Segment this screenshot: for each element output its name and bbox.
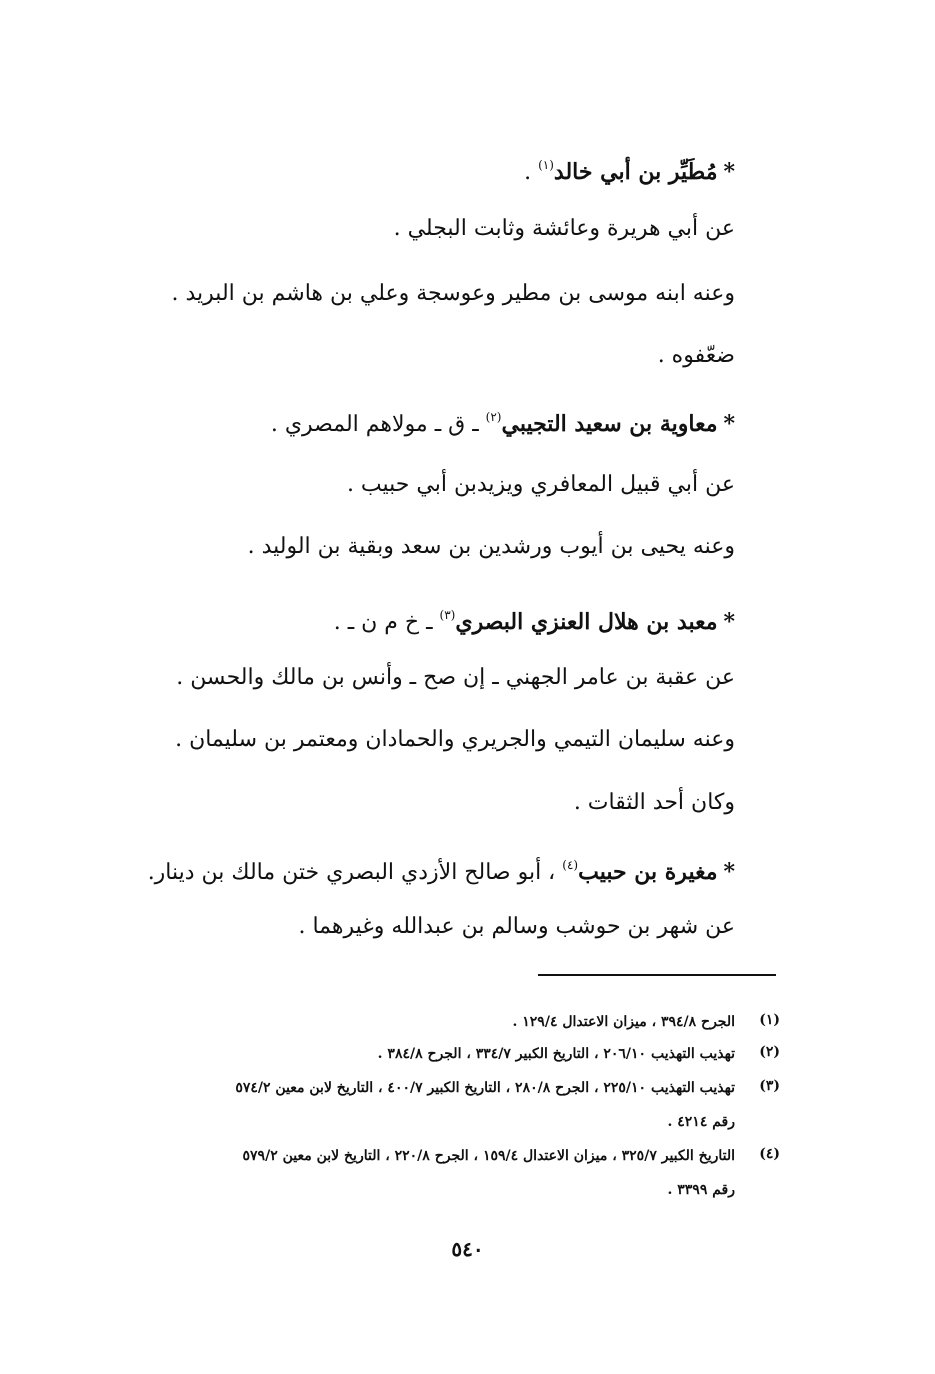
footnote-text: رقم ٤٢١٤ . — [667, 1114, 735, 1130]
entry-marker: * — [723, 159, 735, 185]
entry-heading-4 — [148, 850, 735, 888]
entry-marker: * — [723, 411, 735, 437]
entry-marker: * — [723, 859, 735, 885]
text-line: وعنه ابنه موسى بن مطير وعوسجة وعلي بن هاشم بن البريد . — [171, 281, 735, 306]
text-line: عن عقبة بن عامر الجهني ـ إن صح ـ وأنس بن مالك والحسن . — [176, 665, 735, 690]
narrator-name: معاوية بن سعيد التجيبي — [501, 411, 718, 437]
page-number: ٥٤٠ — [451, 1237, 484, 1261]
entry-rest: . — [524, 160, 539, 185]
entry-rest: ، أبو صالح الأزدي البصري ختن مالك بن دينار. — [147, 860, 563, 885]
footnote-number: (٢) — [759, 1044, 780, 1060]
entry-heading-3 — [334, 600, 735, 638]
footnote-text: تهذيب التهذيب ٢٢٥/١٠ ، الجرح ٢٨٠/٨ ، التاريخ الكبير ٤٠٠/٧ ، التاريخ لابن معين ٥٧٤/٢ — [235, 1080, 735, 1096]
entry-heading-2 — [271, 402, 735, 440]
text-line: وعنه يحيى بن أيوب ورشدين بن سعد وبقية بن الوليد . — [247, 534, 735, 559]
text-line: عن شهر بن حوشب وسالم بن عبدالله وغيرهما . — [298, 914, 735, 939]
footnote-separator — [538, 974, 776, 976]
footnote-text: تهذيب التهذيب ٢٠٦/١٠ ، التاريخ الكبير ٣٣٤/٧ ، الجرح ٣٨٤/٨ . — [377, 1046, 735, 1062]
entry-marker: * — [723, 609, 735, 635]
footnote-number: (١) — [759, 1012, 780, 1028]
entry-rest: ـ خ م ن ـ . — [333, 610, 440, 635]
footnote-ref: (٢) — [485, 410, 502, 424]
footnote-number: (٤) — [759, 1146, 780, 1162]
text-line: وكان أحد الثقات . — [573, 790, 735, 815]
entry-rest: ـ ق ـ مولاهم المصري . — [270, 412, 486, 437]
text-line: عن أبي قبيل المعافري ويزيدبن أبي حبيب . — [346, 472, 735, 497]
entry-heading-1 — [524, 150, 735, 188]
text-line: وعنه سليمان التيمي والجريري والحمادان ومعتمر بن سليمان . — [175, 727, 735, 752]
footnote-text: رقم ٣٣٩٩ . — [667, 1182, 735, 1198]
footnote-ref: (٣) — [439, 608, 456, 622]
footnote-text: التاريخ الكبير ٣٢٥/٧ ، ميزان الاعتدال ١٥٩/٤ ، الجرح ٢٢٠/٨ ، التاريخ لابن معين ٥٧٩/٢ — [242, 1148, 735, 1164]
footnote-text: الجرح ٣٩٤/٨ ، ميزان الاعتدال ١٢٩/٤ . — [512, 1014, 735, 1030]
text-line: ضعّفوه . — [657, 343, 735, 368]
footnote-ref: (٤) — [562, 858, 579, 872]
footnote-number: (٣) — [759, 1078, 780, 1094]
narrator-name: مُطَيِّر بن أبي خالد — [553, 159, 718, 185]
text-line: عن أبي هريرة وعائشة وثابت البجلي . — [393, 216, 735, 241]
narrator-name: معبد بن هلال العنزي البصري — [455, 609, 718, 635]
narrator-name: مغيرة بن حبيب — [578, 859, 718, 885]
footnote-ref: (١) — [538, 158, 554, 172]
